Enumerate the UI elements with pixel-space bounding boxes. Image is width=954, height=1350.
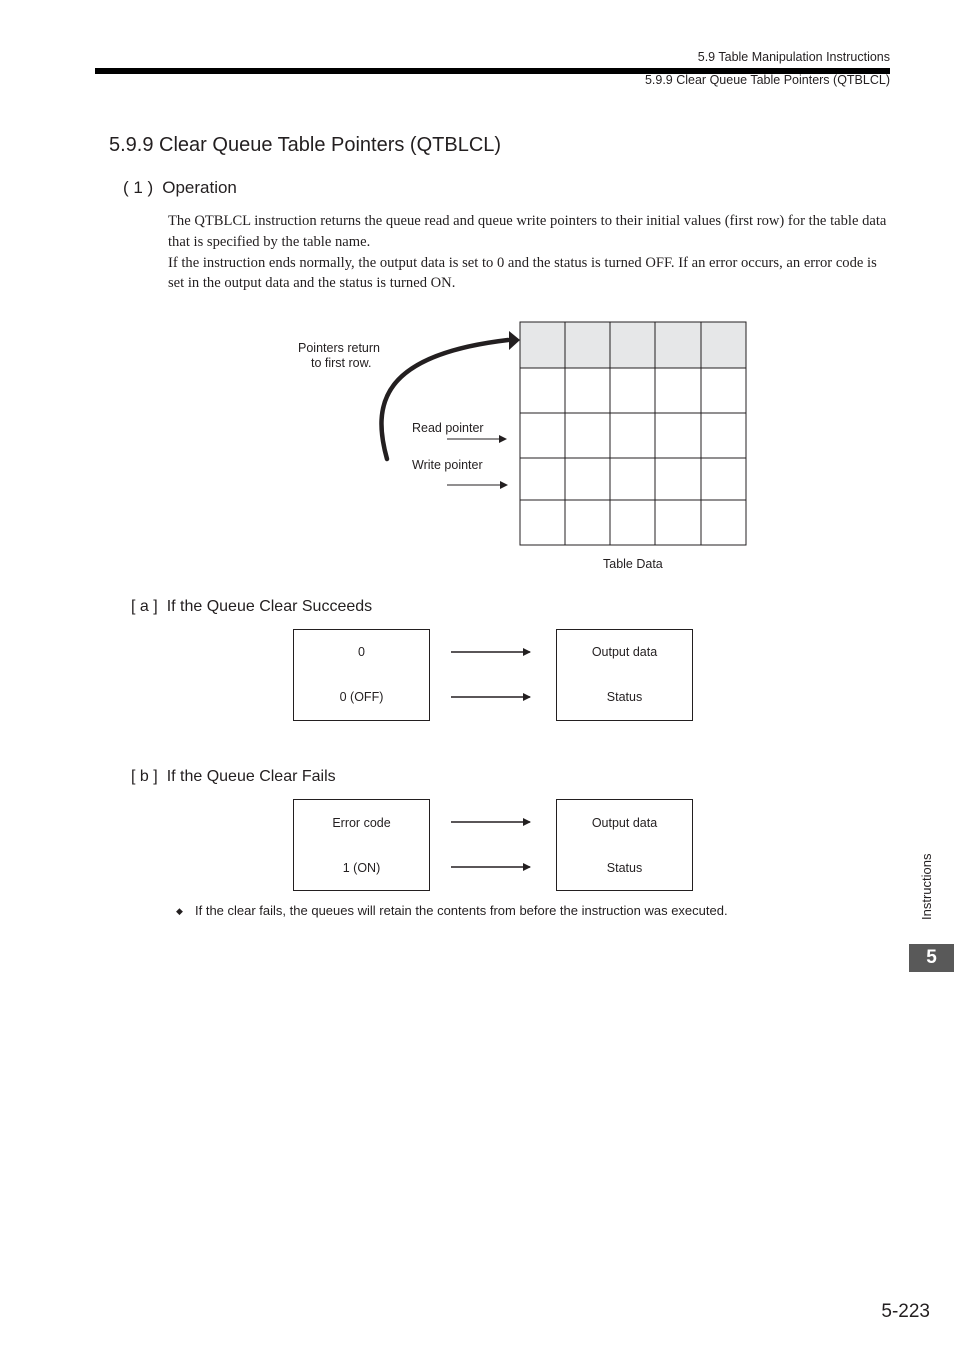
bullet-icon: ◆: [176, 906, 183, 916]
failure-number: [ b ]: [131, 768, 158, 785]
note-text: If the clear fails, the queues will retain the contents from before the instruction was executed.: [195, 903, 728, 918]
operation-label: Operation: [162, 178, 237, 197]
side-tab-label: Instructions: [919, 853, 934, 920]
failure-value-2: 1 (ON): [293, 845, 430, 891]
success-value-1: 0: [293, 629, 430, 675]
operation-paragraph-2: If the instruction ends normally, the output data is set to 0 and the status is turned OFF. If an error occurs, an error code is set in the output data and the status is turned ON.: [168, 254, 877, 292]
table-data-label: Table Data: [603, 557, 663, 571]
failure-target-1: Output data: [556, 799, 693, 846]
write-pointer-label: Write pointer: [412, 458, 483, 472]
failure-value-1: Error code: [293, 799, 430, 846]
failure-label: If the Queue Clear Fails: [166, 768, 336, 785]
note: [176, 903, 728, 918]
success-target-1: Output data: [556, 629, 693, 675]
table-header-row: [520, 322, 746, 368]
section-title: 5.9.9 Clear Queue Table Pointers (QTBLCL): [109, 134, 502, 156]
success-value-2: 0 (OFF): [293, 674, 430, 721]
header-subsection: 5.9.9 Clear Queue Table Pointers (QTBLCL): [644, 73, 890, 87]
page-number: 5-223: [881, 1301, 930, 1322]
pointer-return-label-line2: to first row.: [311, 356, 372, 370]
header-section: 5.9 Table Manipulation Instructions: [697, 50, 890, 64]
success-number: [ a ]: [131, 598, 158, 615]
pointer-return-label-line1: Pointers return: [298, 341, 380, 355]
success-label: If the Queue Clear Succeeds: [166, 598, 373, 615]
operation-paragraph-1: The QTBLCL instruction returns the queue read and queue write pointers to their initial values (first row) for the table data that is specified by the table name.: [168, 213, 887, 250]
success-target-2: Status: [556, 674, 693, 721]
failure-heading: [131, 768, 336, 786]
operation-number: ( 1 ): [123, 178, 154, 197]
chapter-tab: 5: [909, 944, 954, 972]
failure-target-2: Status: [556, 845, 693, 891]
pointer-return-arrowhead: [509, 331, 520, 350]
success-heading: [131, 598, 372, 616]
pointer-return-curve: [381, 340, 508, 459]
read-pointer-label: Read pointer: [412, 421, 484, 435]
